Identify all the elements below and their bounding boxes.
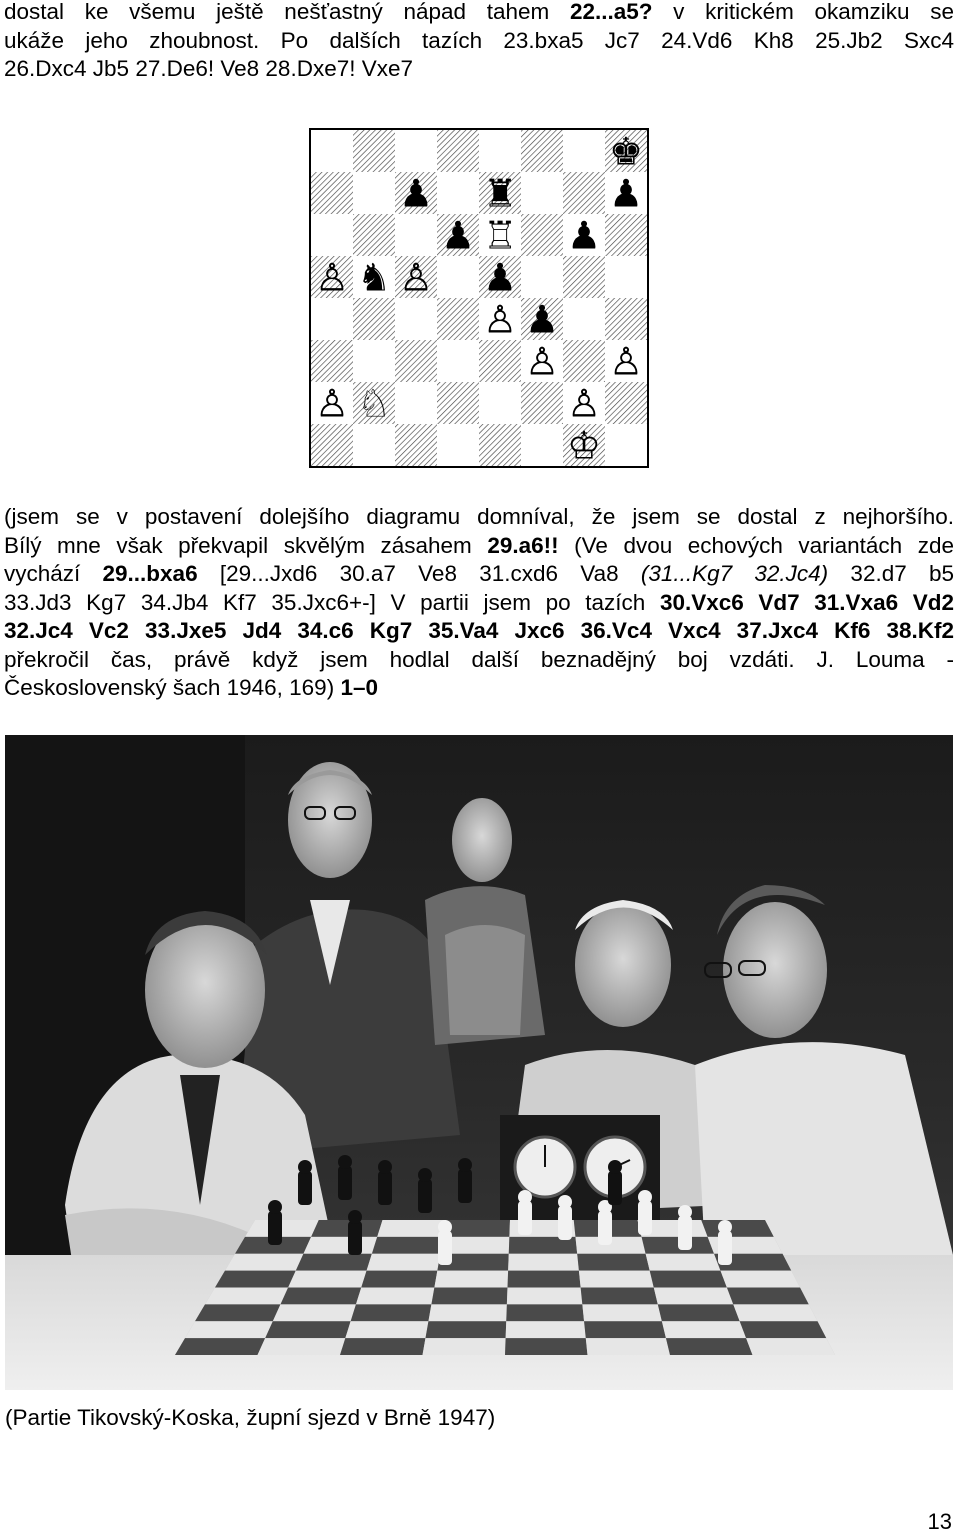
black-rook-piece: ♜ bbox=[482, 171, 518, 216]
white-pawn-piece: ♙ bbox=[524, 339, 560, 384]
photo-board-square bbox=[642, 1237, 715, 1254]
white-knight-piece: ♘ bbox=[356, 381, 392, 426]
photo-chess-piece bbox=[638, 1190, 652, 1235]
board-square bbox=[479, 340, 521, 382]
board-square bbox=[521, 256, 563, 298]
board-square bbox=[437, 172, 479, 214]
white-pawn-piece: ♙ bbox=[566, 381, 602, 426]
board-square bbox=[353, 298, 395, 340]
photo-board-square bbox=[361, 1271, 437, 1288]
board-square bbox=[395, 130, 437, 172]
photo-board-square bbox=[658, 1304, 740, 1321]
photo-board-square bbox=[185, 1321, 273, 1338]
photo-board-square bbox=[195, 1304, 280, 1321]
board-square bbox=[521, 382, 563, 424]
photo-board-square bbox=[720, 1271, 800, 1288]
board-square bbox=[353, 130, 395, 172]
photo-board-square bbox=[356, 1288, 434, 1305]
board-square bbox=[437, 424, 479, 466]
photo-chess-piece bbox=[518, 1190, 532, 1235]
board-square bbox=[563, 298, 605, 340]
board-square bbox=[563, 256, 605, 298]
photo-chess-piece bbox=[438, 1220, 452, 1265]
photo-board-square bbox=[577, 1254, 650, 1271]
white-pawn-piece: ♙ bbox=[398, 255, 434, 300]
photo-chess-piece bbox=[678, 1205, 692, 1250]
intro-paragraph bbox=[4, 0, 954, 84]
photo-board-square bbox=[303, 1237, 377, 1254]
photo-chess-piece bbox=[598, 1200, 612, 1245]
photo-board-square bbox=[377, 1220, 446, 1237]
board-square bbox=[479, 130, 521, 172]
photo-board-square bbox=[650, 1271, 727, 1288]
black-pawn-piece: ♟ bbox=[398, 171, 434, 216]
board-square bbox=[479, 424, 521, 466]
photo-chess-piece bbox=[348, 1210, 362, 1255]
board-square bbox=[395, 340, 437, 382]
photo-board-square bbox=[296, 1254, 372, 1271]
board-square bbox=[437, 130, 479, 172]
photo-board-square bbox=[258, 1338, 346, 1355]
annotation-line-5: 32.Jc4 Vc2 33.Jxe5 Jd4 34.c6 Kg7 35.Va4 Jxc6 36.Vc4 Vxc4 37.Jxc4 Kf6 38.Kf2 bbox=[4, 618, 954, 643]
chess-game-photograph bbox=[5, 735, 953, 1390]
board-square bbox=[437, 382, 479, 424]
board-square bbox=[353, 340, 395, 382]
photo-board-square bbox=[273, 1304, 356, 1321]
photo-board-square bbox=[351, 1304, 432, 1321]
board-square bbox=[311, 340, 353, 382]
annotation-line-7: Československý šach 1946, 169) 1–0 bbox=[4, 675, 378, 700]
photo-board-square bbox=[340, 1338, 425, 1355]
photo-board-square bbox=[508, 1254, 579, 1271]
board-square bbox=[521, 214, 563, 256]
white-pawn-piece: ♙ bbox=[482, 297, 518, 342]
board-square bbox=[311, 130, 353, 172]
annotation-line-4: 33.Jd3 Kg7 34.Jb4 Kf7 35.Jxc6+-] V partii jsem po tazích 30.Vxc6 Vd7 31.Vxa6 Vd2 bbox=[4, 589, 954, 615]
black-knight-piece: ♞ bbox=[356, 255, 392, 300]
photo-board-square bbox=[505, 1338, 588, 1355]
photo-board-square bbox=[727, 1288, 809, 1305]
black-pawn-piece: ♟ bbox=[566, 213, 602, 258]
board-square bbox=[521, 424, 563, 466]
photo-board-square bbox=[654, 1288, 734, 1305]
board-square bbox=[437, 340, 479, 382]
intro-line-2: ukáže jeho zhoubnost. Po dalších tazích 23.bxa5 Jc7 24.Vd6 Kh8 25.Jb2 Sxc4 bbox=[4, 27, 954, 53]
photo-board-square bbox=[434, 1271, 508, 1288]
photo-board-square bbox=[666, 1338, 753, 1355]
board-square bbox=[605, 424, 647, 466]
white-pawn-piece: ♙ bbox=[314, 381, 350, 426]
photo-board-square bbox=[215, 1271, 296, 1288]
photo-chess-piece bbox=[338, 1155, 352, 1200]
board-square bbox=[563, 130, 605, 172]
board-square bbox=[311, 298, 353, 340]
chess-diagram bbox=[309, 128, 649, 468]
photo-board-square bbox=[581, 1288, 658, 1305]
photo-board-square bbox=[428, 1304, 506, 1321]
photo-board-square bbox=[508, 1271, 581, 1288]
photo-caption: (Partie Tikovský-Koska, župní sjezd v Brně 1947) bbox=[5, 1405, 496, 1430]
photo-board-square bbox=[280, 1288, 361, 1305]
board-square bbox=[605, 256, 647, 298]
board-square bbox=[353, 424, 395, 466]
board-square bbox=[437, 256, 479, 298]
photo-chess-piece bbox=[268, 1200, 282, 1245]
board-square bbox=[395, 298, 437, 340]
intro-line-1: dostal ke všemu ještě nešťastný nápad tahem 22...a5? v kritickém okamziku se bbox=[4, 0, 954, 24]
photo-board-square bbox=[740, 1321, 827, 1338]
photo-board-square bbox=[582, 1304, 662, 1321]
board-square bbox=[395, 382, 437, 424]
photo-chess-piece bbox=[718, 1220, 732, 1265]
photo-board-square bbox=[225, 1254, 303, 1271]
white-king-piece: ♔ bbox=[566, 423, 602, 468]
board-square bbox=[563, 340, 605, 382]
photo-board-square bbox=[506, 1304, 584, 1321]
photo-board-square bbox=[584, 1321, 666, 1338]
board-square bbox=[605, 214, 647, 256]
photo-board-square bbox=[733, 1304, 817, 1321]
board-square bbox=[521, 172, 563, 214]
photo-chess-piece bbox=[458, 1158, 472, 1203]
board-square bbox=[521, 130, 563, 172]
white-pawn-piece: ♙ bbox=[314, 255, 350, 300]
photo-board-square bbox=[205, 1288, 288, 1305]
standing-man-face bbox=[288, 762, 372, 878]
board-square bbox=[605, 298, 647, 340]
photo-board-square bbox=[662, 1321, 746, 1338]
photo-board-square bbox=[367, 1254, 441, 1271]
black-pawn-piece: ♟ bbox=[524, 297, 560, 342]
board-square bbox=[563, 172, 605, 214]
photo-board-square bbox=[345, 1321, 428, 1338]
photo-board-square bbox=[646, 1254, 721, 1271]
board-square bbox=[479, 382, 521, 424]
board-square bbox=[311, 172, 353, 214]
center-seated-man-face bbox=[575, 903, 671, 1027]
intro-line-3: 26.Dxc4 Jb5 27.De6! Ve8 28.Dxe7! Vxe7 bbox=[4, 56, 414, 81]
photo-board-square bbox=[443, 1220, 510, 1237]
annotation-line-1: (jsem se v postavení dolejšího diagramu domníval, že jsem se dostal z nejhoršího. bbox=[4, 504, 954, 529]
photo-board-square bbox=[586, 1338, 670, 1355]
photo-board-square bbox=[288, 1271, 366, 1288]
white-rook-piece: ♖ bbox=[482, 213, 518, 258]
board-square bbox=[395, 214, 437, 256]
photo-board-square bbox=[265, 1321, 350, 1338]
move-highlight: 22...a5? bbox=[569, 0, 653, 24]
white-pawn-piece: ♙ bbox=[608, 339, 644, 384]
photo-board-square bbox=[423, 1338, 506, 1355]
photo-chess-piece bbox=[418, 1168, 432, 1213]
black-pawn-piece: ♟ bbox=[608, 171, 644, 216]
annotation-line-2: Bílý mne však překvapil skvělým zásahem 29.a6!! (Ve dvou echových variantách zde bbox=[4, 532, 954, 558]
annotation-paragraph bbox=[4, 503, 954, 703]
annotation-line-6: překročil čas, právě když jsem hodlal další beznadějný boj vzdáti. J. Louma - bbox=[4, 646, 954, 672]
black-pawn-piece: ♟ bbox=[482, 255, 518, 300]
photo-chess-piece bbox=[558, 1195, 572, 1240]
board-square bbox=[437, 298, 479, 340]
photo-board-square bbox=[175, 1338, 265, 1355]
photo-chess-piece bbox=[378, 1160, 392, 1205]
photo-board-square bbox=[701, 1220, 774, 1237]
page-number: 13 bbox=[927, 1509, 952, 1534]
annotation-line-3: vychází 29...bxa6 [29...Jxd6 30.a7 Ve8 31.cxd6 Va8 (31...Kg7 32.Jc4) 32.d7 b5 bbox=[4, 561, 954, 586]
photo-chess-piece bbox=[608, 1160, 622, 1205]
photo-board-square bbox=[425, 1321, 506, 1338]
photo-board-square bbox=[579, 1271, 654, 1288]
board-square bbox=[395, 424, 437, 466]
second-man-face bbox=[452, 798, 512, 882]
photo-chess-piece bbox=[298, 1160, 312, 1205]
board-square bbox=[311, 424, 353, 466]
board-square bbox=[605, 382, 647, 424]
board-square bbox=[353, 172, 395, 214]
black-king-piece: ♚ bbox=[608, 129, 644, 174]
board-square bbox=[353, 214, 395, 256]
photo-board-square bbox=[507, 1288, 582, 1305]
black-pawn-piece: ♟ bbox=[440, 213, 476, 258]
photo-board-square bbox=[431, 1288, 507, 1305]
board-square bbox=[311, 214, 353, 256]
photo-board-square bbox=[746, 1338, 835, 1355]
photo-board-square bbox=[311, 1220, 382, 1237]
photo-board-square bbox=[506, 1321, 586, 1338]
photo-board-square bbox=[372, 1237, 443, 1254]
